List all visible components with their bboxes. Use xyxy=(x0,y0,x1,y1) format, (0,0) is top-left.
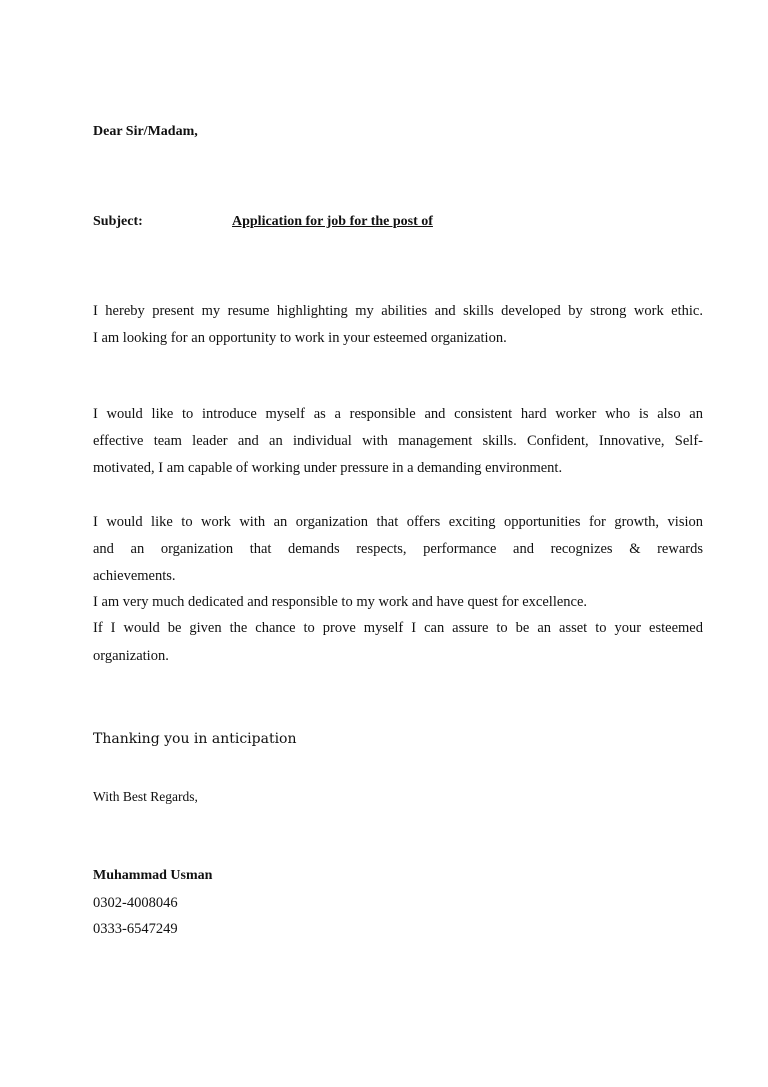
paragraph-goals xyxy=(93,513,703,558)
paragraph-line: I am looking for an opportunity to work in your esteemed organization. xyxy=(93,330,507,346)
closing-thanks: Thanking you in anticipation xyxy=(93,731,297,747)
paragraph-line: motivated, I am capable of working under pressure in a demanding environment. xyxy=(93,460,563,476)
salutation: Dear Sir/Madam, xyxy=(93,124,198,139)
paragraph-line: I hereby present my resume highlighting my abilities and skills developed by strong work ethic. xyxy=(93,303,703,319)
paragraph-line: I would like to work with an organization that offers exciting opportunities for growth, vision xyxy=(93,514,703,530)
paragraph-line: effective team leader and an individual with management skills. Confident, Innovative, Self- xyxy=(93,433,703,449)
subject-label: Subject: xyxy=(93,214,143,229)
closing-regards: With Best Regards, xyxy=(93,789,198,804)
paragraph-line: I am very much dedicated and responsible to my work and have quest for excellence. xyxy=(93,594,588,610)
paragraph-line: organization. xyxy=(93,648,169,664)
paragraph-line: If I would be given the chance to prove myself I can assure to be an asset to your esteemed xyxy=(93,620,703,636)
paragraph-line: achievements. xyxy=(93,568,176,584)
signature-name: Muhammad Usman xyxy=(93,868,213,883)
paragraph-goals-continued xyxy=(93,619,703,637)
paragraph-intro xyxy=(93,302,703,320)
signature-phone-1: 0302-4008046 xyxy=(93,895,178,911)
subject-value: Application for job for the post of xyxy=(232,214,433,229)
paragraph-self-introduction xyxy=(93,405,703,450)
paragraph-line: I would like to introduce myself as a responsible and consistent hard worker who is also an xyxy=(93,406,703,422)
signature-phone-2: 0333-6547249 xyxy=(93,921,178,937)
paragraph-line: and an organization that demands respects, performance and recognizes & rewards xyxy=(93,541,703,557)
